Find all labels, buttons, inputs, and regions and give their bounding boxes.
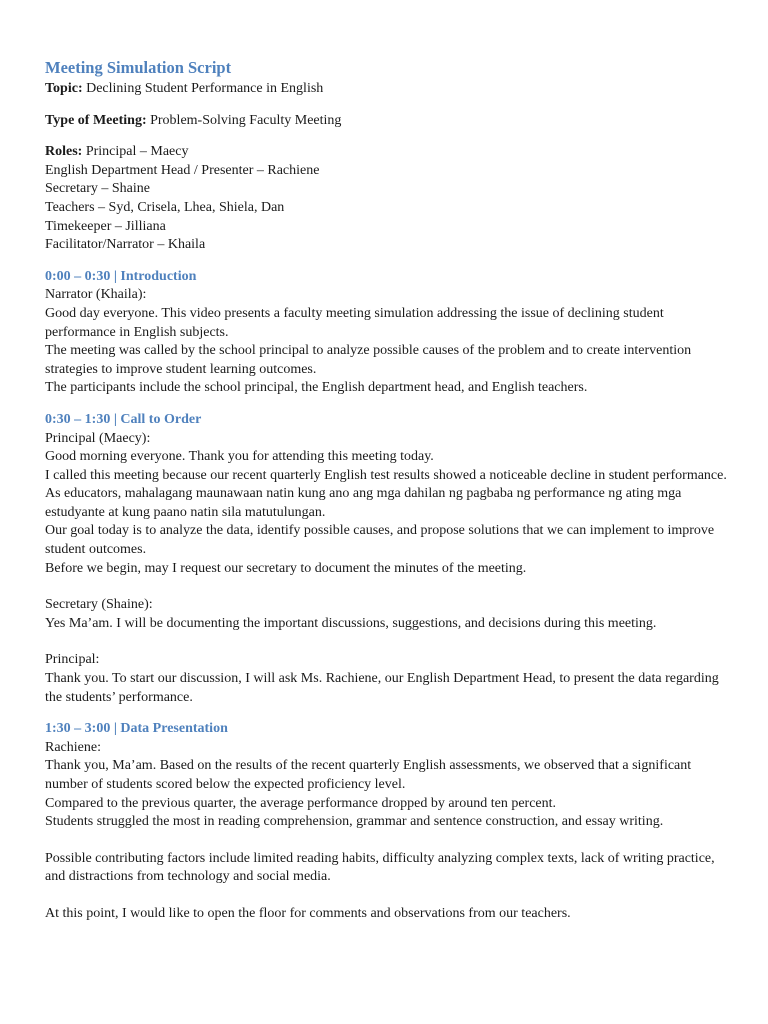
- roles-first-line: [45, 143, 735, 162]
- script-line: The participants include the school principal, the English department head, and English teachers.: [45, 380, 588, 396]
- script-line: As educators, mahalagang maunawaan natin kung ano ang mga dahilan ng pagbaba ng performance ng ating mga estudyante at kung paano natin sila matutulungan.: [45, 486, 682, 520]
- document-title: Meeting Simulation Script: [45, 58, 232, 77]
- topic-label: Topic:: [45, 81, 83, 96]
- meeting-type-value: Problem-Solving Faculty Meeting: [150, 112, 342, 128]
- script-line: Before we begin, may I request our secretary to document the minutes of the meeting.: [45, 560, 527, 576]
- role-item: Secretary – Shaine: [45, 181, 150, 197]
- speaker-label: Principal (Maecy):: [45, 430, 151, 446]
- role-item: Teachers – Syd, Crisela, Lhea, Shiela, Dan: [45, 199, 285, 215]
- secretary-block: [45, 596, 735, 633]
- speaker-label: Rachiene:: [45, 739, 101, 755]
- script-line: Yes Ma’am. I will be documenting the important discussions, suggestions, and decisions during this meeting.: [45, 615, 657, 631]
- section-heading-data-presentation: 1:30 – 3:00 | Data Presentation: [45, 721, 228, 737]
- script-line: I called this meeting because our recent quarterly English test results showed a noticeable decline in student performance.: [45, 467, 727, 483]
- script-line: Good morning everyone. Thank you for attending this meeting today.: [45, 449, 434, 465]
- topic-line: [45, 80, 735, 99]
- open-floor-block: [45, 905, 735, 924]
- speaker-label: Secretary (Shaine):: [45, 597, 153, 613]
- factors-block: [45, 850, 735, 887]
- script-line: Thank you. To start our discussion, I will ask Ms. Rachiene, our English Department Head, to present the data regarding the students’ performance.: [45, 671, 719, 705]
- principal-block: [45, 651, 735, 707]
- speaker-label: Narrator (Khaila):: [45, 287, 147, 303]
- roles-label: Roles:: [45, 144, 83, 160]
- topic-value: Declining Student Performance in English: [86, 81, 324, 96]
- role-principal: Principal – Maecy: [85, 144, 189, 160]
- meeting-type-label: Type of Meeting:: [45, 112, 147, 128]
- section-body-data-presentation: [45, 739, 735, 832]
- section-body-introduction: [45, 286, 735, 398]
- script-line: Thank you, Ma’am. Based on the results of the recent quarterly English assessments, we observed that a significant number of students scored below the expected proficiency level.: [45, 758, 692, 792]
- speaker-label: Principal:: [45, 652, 100, 668]
- meeting-type-line: [45, 112, 735, 131]
- role-item: Facilitator/Narrator – Khaila: [45, 237, 206, 253]
- roles-list: [45, 143, 735, 255]
- script-line: Our goal today is to analyze the data, identify possible causes, and propose solutions that we can implement to improve student outcomes.: [45, 523, 715, 558]
- section-body-call-to-order: [45, 430, 735, 579]
- document-page: [45, 58, 735, 924]
- section-heading-introduction: 0:00 – 0:30 | Introduction: [45, 268, 197, 284]
- section-heading-call-to-order: 0:30 – 1:30 | Call to Order: [45, 411, 202, 427]
- script-line: Compared to the previous quarter, the average performance dropped by around ten percent.: [45, 795, 557, 811]
- script-line: Students struggled the most in reading comprehension, grammar and sentence construction, and essay writing.: [45, 814, 664, 830]
- script-line: At this point, I would like to open the floor for comments and observations from our teachers.: [45, 905, 571, 921]
- script-line: Possible contributing factors include limited reading habits, difficulty analyzing complex texts, lack of writing practice, and distractions from technology and social media.: [45, 850, 715, 885]
- role-item: Timekeeper – Jilliana: [45, 218, 166, 234]
- role-item: English Department Head / Presenter – Rachiene: [45, 162, 320, 178]
- script-line: The meeting was called by the school principal to analyze possible causes of the problem and to create intervention strategies to improve student learning outcomes.: [45, 343, 692, 377]
- script-line: Good day everyone. This video presents a faculty meeting simulation addressing the issue of declining student performance in English subjects.: [45, 305, 664, 340]
